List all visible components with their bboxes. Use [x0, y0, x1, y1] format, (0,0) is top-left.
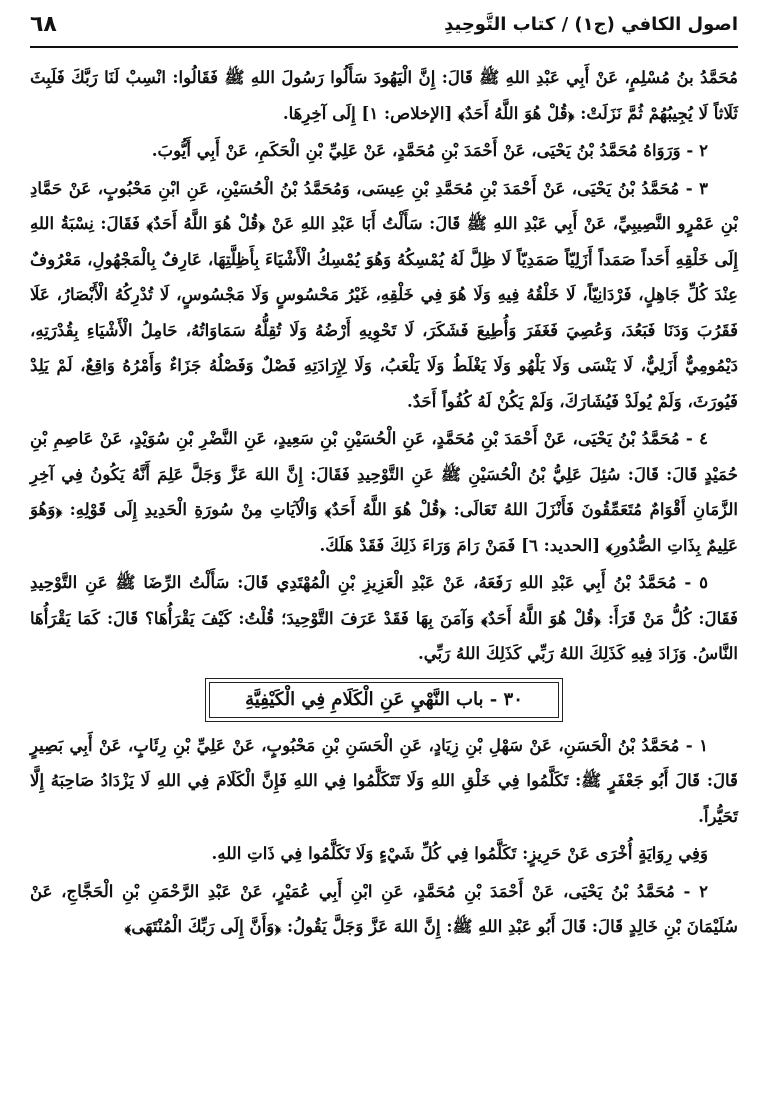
- hadith-paragraph: ٥ - مُحَمَّدُ بْنُ أَبِي عَبْدِ اللهِ رَفَعَهُ، عَنْ عَبْدِ الْعَزِيزِ بْنِ الْمُهْتَدِي قَالَ: سَأَلْتُ الرِّضَا ﷺ عَنِ التَّوْحِيدِ فَقَالَ: كُلُّ مَنْ قَرَأَ: ﴿قُلْ هُوَ اللَّهُ أَحَدٌ﴾ وَآمَنَ بِهَا فَقَدْ عَرَفَ التَّوْحِيدَ؛ قُلْتُ: كَيْفَ يَقْرَأُهَا؟ قَالَ: كَمَا يَقْرَأُهَا النَّاسُ. وَزَادَ فِيهِ كَذَلِكَ اللهُ رَبِّي كَذَلِكَ اللهُ رَبِّي.: [30, 572, 738, 663]
- header-divider: [30, 46, 738, 48]
- page-body: [30, 60, 738, 947]
- hadith-paragraph: ٤ - مُحَمَّدُ بْنُ يَحْيَى، عَنْ أَحْمَدَ بْنِ مُحَمَّدٍ، عَنِ الْحُسَيْنِ بْنِ سَعِيدٍ، عَنِ النَّضْرِ بْنِ سُوَيْدٍ، عَنْ عَاصِمِ بْنِ حُمَيْدٍ قَالَ: قَالَ: سُئِلَ عَلِيُّ بْنُ الْحُسَيْنِ ﷺ عَنِ التَّوْحِيدِ فَقَالَ: إِنَّ اللهَ عَزَّ وَجَلَّ عَلِمَ أَنَّهُ يَكُونُ فِي آخِرِ الزَّمَانِ أَقْوَامٌ مُتَعَمِّقُونَ فَأَنْزَلَ اللهُ تَعَالَى: ﴿قُلْ هُوَ اللَّهُ أَحَدٌ﴾ وَالْآيَاتِ مِنْ سُورَةِ الْحَدِيدِ إِلَى قَوْلِهِ: ﴿وَهُوَ عَلِيمٌ بِذَاتِ الصُّدُورِ﴾ [الحديد: ٦] فَمَنْ رَامَ وَرَاءَ ذَلِكَ فَقَدْ هَلَكَ.: [30, 428, 738, 555]
- page-header: [30, 6, 738, 42]
- running-title: اصول الكافي (ج١) / كتاب التَّوحِيدِ: [444, 13, 738, 35]
- chapter-heading-box: [205, 678, 563, 722]
- hadith-paragraph: ٢ - مُحَمَّدُ بْنُ يَحْيَى، عَنْ أَحْمَدَ بْنِ مُحَمَّدٍ، عَنِ ابْنِ أَبِي عُمَيْرٍ، عَنْ عَبْدِ الرَّحْمَنِ بْنِ الْحَجَّاجِ، عَنْ سُلَيْمَانَ بْنِ خَالِدٍ قَالَ: قَالَ أَبُو عَبْدِ اللهِ ﷺ: إِنَّ اللهَ عَزَّ وَجَلَّ يَقُولُ: ﴿وَأَنَّ إِلَى رَبِّكَ الْمُنْتَهَى﴾: [30, 880, 738, 936]
- hadith-paragraph: ٢ - وَرَوَاهُ مُحَمَّدُ بْنُ يَحْيَى، عَنْ أَحْمَدَ بْنِ مُحَمَّدٍ، عَنْ عَلِيِّ بْنِ الْحَكَمِ، عَنْ أَبِي أَيُّوبَ.: [151, 140, 708, 160]
- hadith-paragraph: وَفِي رِوَايَةٍ أُخْرَى عَنْ حَرِيزٍ: تَكَلَّمُوا فِي كُلِّ شَيْءٍ وَلَا تَكَلَّمُوا فِي ذَاتِ اللهِ.: [211, 843, 708, 863]
- hadith-paragraph: مُحَمَّدُ بنُ مُسْلِمٍ، عَنْ أَبِي عَبْدِ اللهِ ﷺ قَالَ: إِنَّ الْيَهُودَ سَأَلُوا رَسُولَ اللهِ ﷺ فَقَالُوا: انْسِبْ لَنَا رَبَّكَ فَلَبِثَ ثَلَاثاً لَا يُجِيبُهُمْ ثُمَّ نَزَلَتْ: ﴿قُلْ هُوَ اللَّهُ أَحَدٌ﴾ [الإخلاص: ١] إِلَى آخِرِهَا.: [30, 67, 738, 123]
- page-number: ٦٨: [30, 11, 57, 37]
- hadith-paragraph: ١ - مُحَمَّدُ بْنُ الْحَسَنِ، عَنْ سَهْلِ بْنِ زِيَادٍ، عَنِ الْحَسَنِ بْنِ مَحْبُوبٍ، عَنْ عَلِيِّ بْنِ رِئَابٍ، عَنْ أَبِي بَصِيرٍ قَالَ: قَالَ أَبُو جَعْفَرٍ ﷺ: تَكَلَّمُوا فِي خَلْقِ اللهِ وَلَا تَتَكَلَّمُوا فِي اللهِ فَإِنَّ الْكَلَامَ فِي اللهِ لَا يَزْدَادُ صَاحِبَهُ إِلَّا تَحَيُّراً.: [30, 734, 738, 826]
- hadith-paragraph: ٣ - مُحَمَّدُ بْنُ يَحْيَى، عَنْ أَحْمَدَ بْنِ مُحَمَّدِ بْنِ عِيسَى، وَمُحَمَّدُ بْنُ الْحُسَيْنِ، عَنِ ابْنِ مَحْبُوبٍ، عَنْ حَمَّادِ بْنِ عَمْرٍو النَّصِيبِيِّ، عَنْ أَبِي عَبْدِ اللهِ ﷺ قَالَ: سَأَلْتُ أَبَا عَبْدِ اللهِ عَنْ ﴿قُلْ هُوَ اللَّهُ أَحَدٌ﴾ فَقَالَ: نِسْبَةُ اللهِ إِلَى خَلْقِهِ أَحَداً صَمَداً أَزَلِيّاً صَمَدِيّاً لَا ظِلَّ لَهُ يُمْسِكُهُ وَهُوَ يُمْسِكُ الْأَشْيَاءَ بِأَظِلَّتِهَا، عَارِفٌ بِالْمَجْهُولِ، مَعْرُوفٌ عِنْدَ كُلِّ جَاهِلٍ، فَرْدَانِيّاً، لَا خَلْقُهُ فِيهِ وَلَا هُوَ فِي خَلْقِهِ، غَيْرُ مَحْسُوسٍ وَلَا مَجْسُوسٍ، لَا تُدْرِكُهُ الْأَبْصَارُ، عَلَا فَقَرُبَ وَدَنَا فَبَعُدَ، وَعُصِيَ فَغَفَرَ وَأُطِيعَ فَشَكَرَ، لَا تَحْوِيهِ أَرْضُهُ وَلَا تُقِلُّهُ سَمَاوَاتُهُ، حَامِلُ الْأَشْيَاءِ بِقُدْرَتِهِ، دَيْمُومِيٌّ أَزَلِيٌّ، لَا يَنْسَى وَلَا يَلْهُو وَلَا يَغْلَطُ وَلَا يَلْعَبُ، وَلَا لِإِرَادَتِهِ فَصْلٌ وَفَصْلُهُ جَزَاءٌ وَأَمْرُهُ وَاقِعٌ، لَمْ يَلِدْ فَيُورَثَ، وَلَمْ يُولَدْ فَيُشَارَكَ، وَلَمْ يَكُنْ لَهُ كُفُواً أَحَدٌ.: [30, 177, 738, 411]
- chapter-heading: ٣٠ - باب النَّهْيِ عَنِ الْكَلَامِ فِي الْكَيْفِيَّةِ: [209, 682, 559, 718]
